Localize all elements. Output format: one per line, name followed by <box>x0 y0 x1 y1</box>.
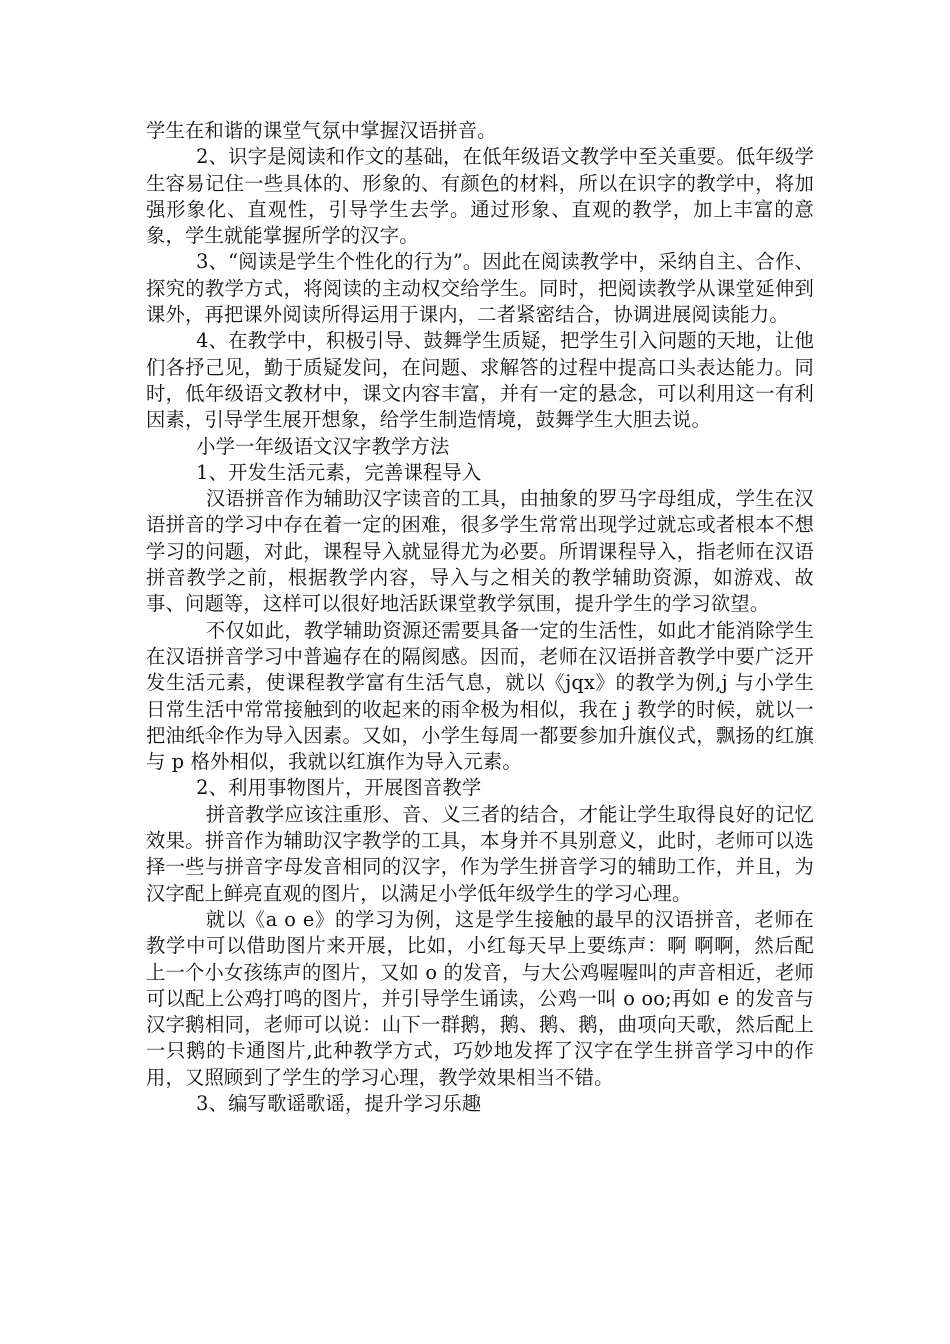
paragraph-course-intro: 汉语拼音作为辅助汉字读音的工具，由抽象的罗马字母组成，学生在汉语拼音的学习中存在着一定的困难，很多学生常常出现学过就忘或者根本不想学习的问题，对此，课程导入就显得尤为必要。所谓课程导入，指老师在汉语拼音教学之前，根据教学内容，导入与之相关的教学辅助资源，如游戏、故事、问题等，这样可以很好地活跃课堂教学氛围，提升学生的学习欲望。 <box>146 487 814 616</box>
paragraph-point-3: 3、“阅读是学生个性化的行为”。因此在阅读教学中，采纳自主、合作、探究的教学方式，将阅读的主动权交给学生。同时，把阅读教学从课堂延伸到课外，再把课外阅读所得运用于课内，二者紧密结合，协调进展阅读能力。 <box>146 250 814 327</box>
paragraph-life-elements: 不仅如此，教学辅助资源还需要具备一定的生活性，如此才能消除学生在汉语拼音学习中普遍存在的隔阂感。因而，老师在汉语拼音教学中要广泛开发生活元素，使课程教学富有生活气息，就以《jqx》的教学为例,j 与小学生日常生活中常常接触到的收起来的雨伞极为相似，我在 j 教学的时候，就以一把油纸伞作为导入因素。又如，小学生每周一都要参加升旗仪式，飘扬的红旗与 p 格外相似，我就以红旗作为导入元素。 <box>146 618 814 774</box>
paragraph-point-4: 4、在教学中，积极引导、鼓舞学生质疑，把学生引入问题的天地，让他们各抒己见，勤于质疑发问，在问题、求解答的过程中提高口头表达能力。同时，低年级语文教材中，课文内容丰富，并有一定的悬念，可以利用这一有利因素，引导学生展开想象，给学生制造情境，鼓舞学生大胆去说。 <box>146 329 814 432</box>
paragraph-aoe-example: 就以《a o e》的学习为例，这是学生接触的最早的汉语拼音，老师在教学中可以借助图片来开展，比如，小红每天早上要练声：啊 啊啊，然后配上一个小女孩练声的图片，又如 o 的发音，与大公鸡喔喔叫的声音相近，老师可以配上公鸡打鸣的图片，并引导学生诵读，公鸡一叫 o oo;再如 e 的发音与汉字鹅相同，老师可以说：山下一群鹅，鹅、鹅、鹅，曲项向天歌，然后配上一只鹅的卡通图片,此种教学方式，巧妙地发挥了汉字在学生拼音学习中的作用，又照顾到了学生的学习心理，教学效果相当不错。 <box>146 907 814 1089</box>
subheading-2: 2、利用事物图片，开展图音教学 <box>196 776 482 800</box>
subheading-3: 3、编写歌谣歌谣，提升学习乐趣 <box>196 1091 482 1115</box>
paragraph-continuation: 学生在和谐的课堂气氛中掌握汉语拼音。 <box>146 119 497 142</box>
paragraph-point-2: 2、识字是阅读和作文的基础，在低年级语文教学中至关重要。低年级学生容易记住一些具体的、形象的、有颜色的材料，所以在识字的教学中，将加强形象化、直观性，引导学生去学。通过形象、直观的教学，加上丰富的意象，学生就能掌握所学的汉字。 <box>146 145 814 248</box>
paragraph-picture-teaching: 拼音教学应该注重形、音、义三者的结合，才能让学生取得良好的记忆效果。拼音作为辅助汉字教学的工具，本身并不具别意义，此时，老师可以选择一些与拼音字母发音相同的汉字，作为学生拼音学习的辅助工作，并且，为汉字配上鲜亮直观的图片，以满足小学低年级学生的学习心理。 <box>146 802 814 905</box>
section-heading: 小学一年级语文汉字教学方法 <box>196 434 450 458</box>
subheading-1: 1、开发生活元素，完善课程导入 <box>196 460 482 484</box>
document-page <box>146 118 814 1117</box>
